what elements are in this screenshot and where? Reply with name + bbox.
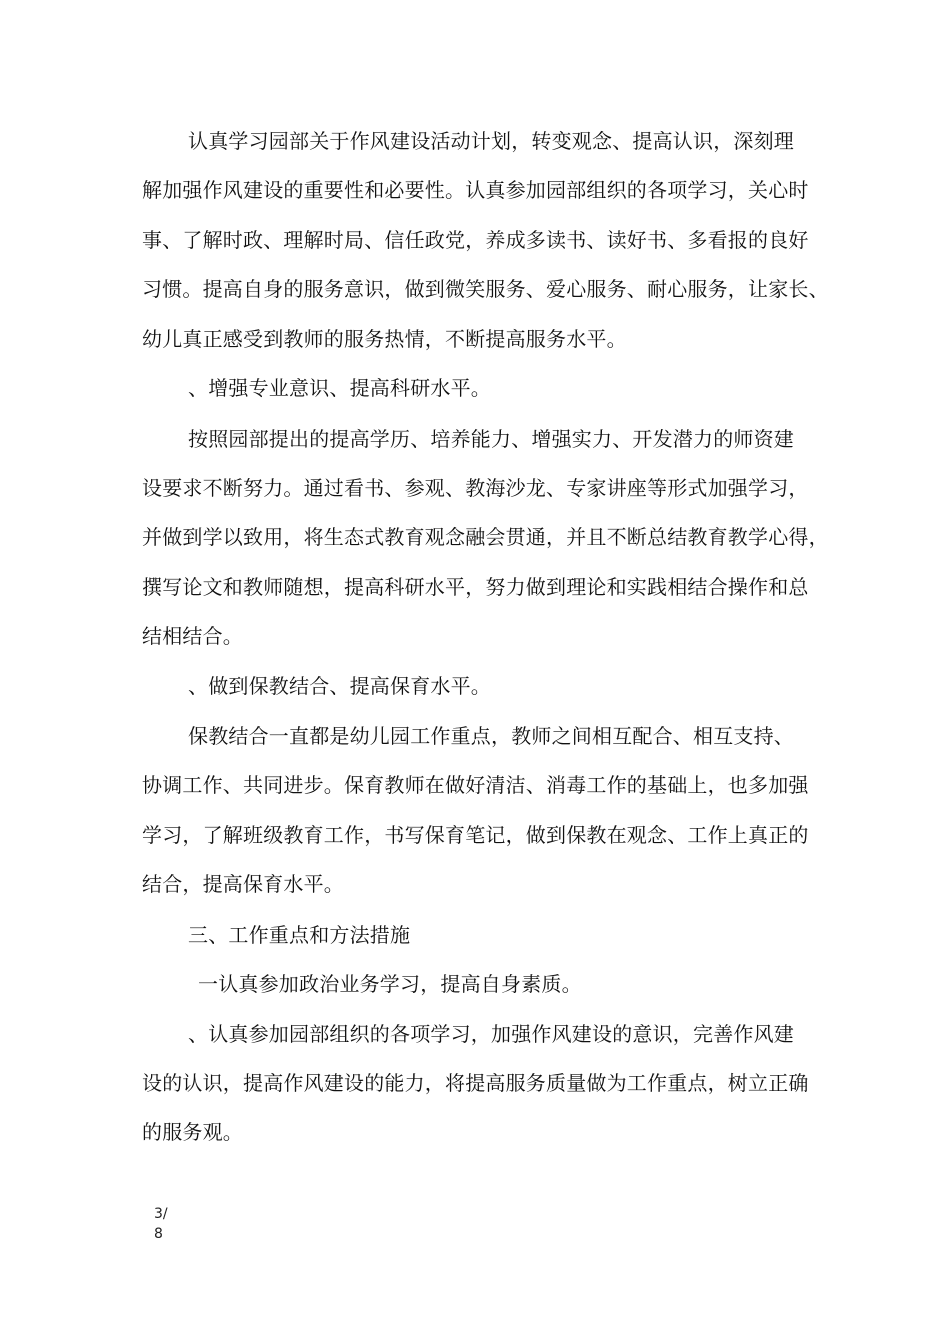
body-text-line: 并做到学以致用，将生态式教育观念融会贯通，并且不断总结教育教学心得，: [142, 525, 829, 549]
body-text-line: 按照园部提出的提高学历、培养能力、增强实力、开发潜力的师资建: [188, 427, 794, 451]
body-text-line: 的服务观。: [142, 1120, 243, 1144]
subsection-heading: 一认真参加政治业务学习，提高自身素质。: [198, 972, 582, 996]
page-number: [154, 1204, 168, 1244]
body-text-line: 幼儿真正感受到教师的服务热情，不断提高服务水平。: [142, 327, 627, 351]
body-text-line: 撰写论文和教师随想，提高科研水平，努力做到理论和实践相结合操作和总: [142, 575, 809, 599]
page-number-total: 8: [154, 1226, 163, 1242]
body-text-line: 结相结合。: [142, 624, 243, 648]
section-heading: 、增强专业意识、提高科研水平。: [188, 376, 491, 400]
body-text-line: 设的认识，提高作风建设的能力，将提高服务质量做为工作重点，树立正确: [142, 1071, 809, 1095]
body-text-line: 、认真参加园部组织的各项学习，加强作风建设的意识，完善作风建: [188, 1022, 794, 1046]
body-text-line: 解加强作风建设的重要性和必要性。认真参加园部组织的各项学习，关心时: [142, 178, 809, 202]
body-text-line: 学习，了解班级教育工作，书写保育笔记，做到保教在观念、工作上真正的: [142, 823, 809, 847]
body-text-line: 事、了解时政、理解时局、信任政党，养成多读书、读好书、多看报的良好: [142, 228, 809, 252]
body-text-line: 习惯。提高自身的服务意识，做到微笑服务、爱心服务、耐心服务，让家长、: [142, 277, 829, 301]
section-heading: 三、工作重点和方法措施: [188, 923, 411, 947]
body-text-line: 认真学习园部关于作风建设活动计划，转变观念、提高认识，深刻理: [188, 129, 794, 153]
section-heading: 、做到保教结合、提高保育水平。: [188, 674, 491, 698]
page-number-current: 3/: [154, 1206, 168, 1222]
body-text-line: 保教结合一直都是幼儿园工作重点，教师之间相互配合、相互支持、: [188, 724, 794, 748]
body-text-line: 结合，提高保育水平。: [142, 872, 344, 896]
body-text-line: 设要求不断努力。通过看书、参观、教海沙龙、专家讲座等形式加强学习，: [142, 476, 809, 500]
body-text-line: 协调工作、共同进步。保育教师在做好清洁、消毒工作的基础上，也多加强: [142, 773, 809, 797]
